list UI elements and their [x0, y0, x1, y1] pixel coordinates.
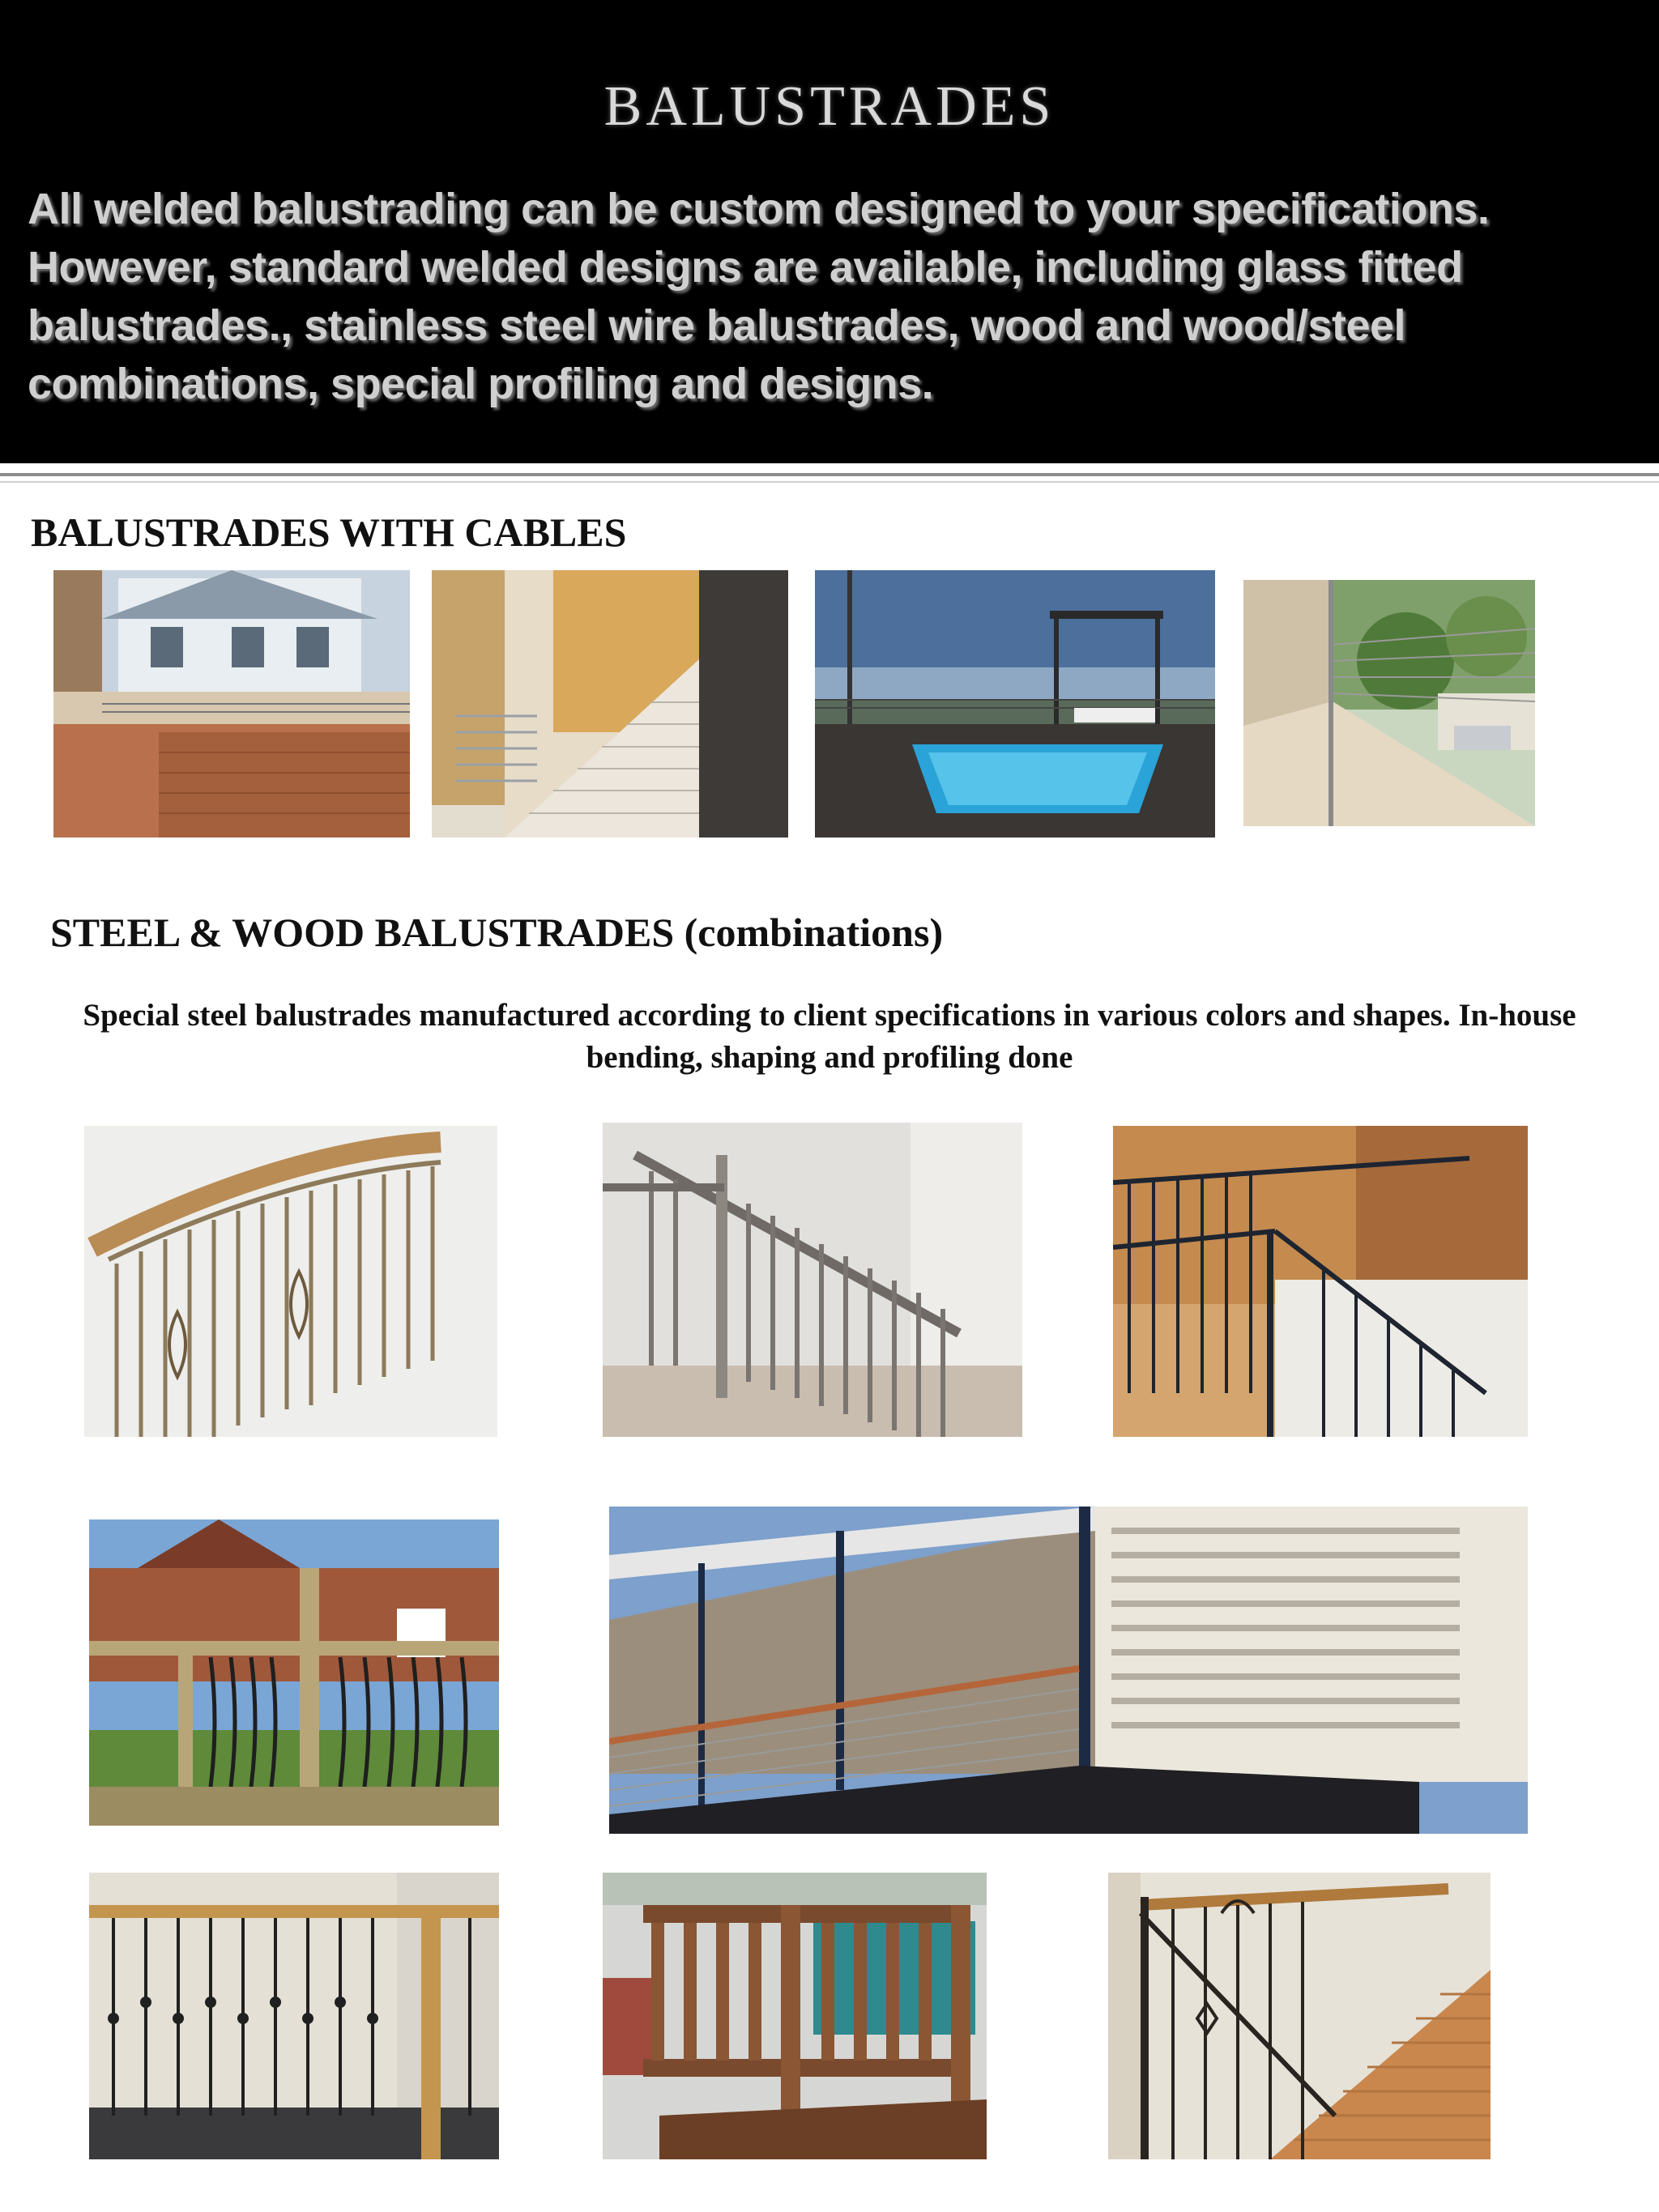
ornate-iron-stair-photo — [1108, 1873, 1491, 2159]
divider — [0, 473, 1659, 476]
page-title: BALUSTRADES — [603, 75, 1056, 138]
wooden-deck-railing-photo — [603, 1873, 987, 2159]
stainless-stair-railing-photo — [603, 1123, 1022, 1437]
cable-balustrade-photo-pool — [815, 570, 1215, 837]
intro-text: All welded balustrading can be custom designed to your specifications. However, standard welded designs are available, including glass fitted balustrades., stainless steel wire balustrades, wood and wood/steel combinations, special profiling and designs. — [28, 185, 1490, 408]
header-banner — [0, 0, 1659, 463]
covered-balcony-photo — [609, 1507, 1528, 1834]
cables-section-heading: BALUSTRADES WITH CABLES — [31, 509, 627, 555]
steel-wood-description: Special steel balustrades manufactured according to client specifications in various colors and shapes. In-house bending, shaping and profiling done — [83, 998, 1576, 1075]
wrought-iron-stair-photo — [1113, 1126, 1528, 1437]
cable-balustrade-photo-staircase — [432, 570, 788, 837]
garden-deck-railing-photo — [89, 1519, 499, 1826]
steel-wood-section-heading: STEEL & WOOD BALUSTRADES (combinations) — [50, 910, 944, 955]
wood-handrail-interior-photo — [89, 1873, 499, 2159]
divider — [0, 481, 1659, 483]
ornate-curved-railing-photo — [84, 1126, 497, 1437]
cable-balustrade-photo-walkway — [1243, 580, 1535, 826]
cable-balustrade-photo-house — [53, 570, 410, 837]
